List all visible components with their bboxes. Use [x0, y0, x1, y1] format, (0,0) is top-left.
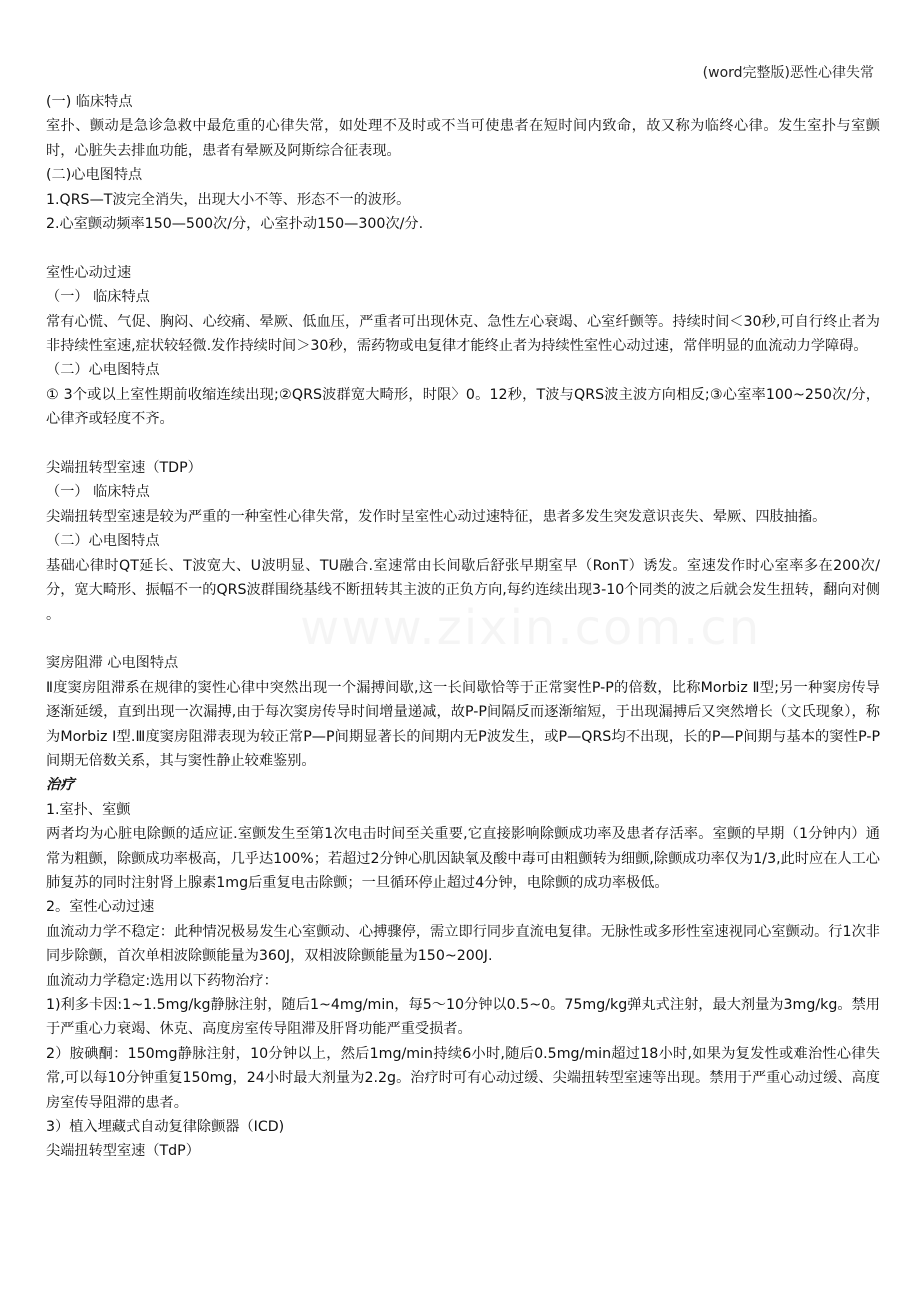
- paragraph: 血流动力学稳定:选用以下药物治疗：: [46, 972, 278, 989]
- list-item: 2）胺碘酮：150mg静脉注射，10分钟以上，然后1mg/min持续6小时,随后0.5mg/min超过18小时,如果为复发性或难治性心律失常,可以每10分钟重复150mg，24小时最大剂量为2.2g。治疗时可有心动过缓、尖端扭转型室速等出现。禁用于严重心动过缓、高度房室传导阻滞的患者。: [46, 1045, 880, 1111]
- list-item: 1.室扑、室颤: [46, 801, 131, 818]
- section-heading: (二)心电图特点: [46, 167, 143, 184]
- topic-title: 窦房阻滞 心电图特点: [46, 655, 179, 672]
- list-item: 1.QRS—T波完全消失，出现大小不等、形态不一的波形。: [46, 191, 411, 208]
- list-item: 2.心室颤动频率150—500次/分，心室扑动150—300次/分.: [46, 216, 424, 233]
- paragraph: 常有心慌、气促、胸闷、心绞痛、晕厥、低血压，严重者可出现休克、急性左心衰竭、心室纤颤等。持续时间＜30秒,可自行终止者为非持续性室速,症状较轻微.发作持续时间＞30秒，需药物或电复律才能终止者为持续性室性心动过速，常伴明显的血流动力学障碍。: [46, 313, 880, 355]
- section-heading: （二）心电图特点: [46, 533, 160, 550]
- list-item: 1)利多卡因:1~1.5mg/kg静脉注射，随后1~4mg/min，每5～10分钟以0.5~0。75mg/kg弹丸式注射，最大剂量为3mg/kg。禁用于严重心力衰竭、休克、高度房室传导阻滞及肝肾功能严重受损者。: [46, 996, 880, 1038]
- paragraph: 室扑、颤动是急诊急救中最危重的心律失常，如处理不及时或不当可使患者在短时间内致命，故又称为临终心律。发生室扑与室颤时，心脏失去排血功能，患者有晕厥及阿斯综合征表现。: [46, 118, 880, 159]
- paragraph: 尖端扭转型室速是较为严重的一种室性心律失常，发作时呈室性心动过速特征，患者多发生突发意识丧失、晕厥、四肢抽搐。: [46, 508, 827, 525]
- treatment-heading: 治疗: [46, 777, 75, 794]
- section-heading: （一） 临床特点: [46, 289, 150, 306]
- list-item: 3）植入埋藏式自动复律除颤器（ICD): [46, 1119, 285, 1136]
- paragraph: 两者均为心脏电除颤的适应证.室颤发生至第1次电击时间至关重要,它直接影响除颤成功率及患者存活率。室颤的早期（1分钟内）通常为粗颤，除颤成功率极高，几乎达100%；若超过2分钟心肌因缺氧及酸中毒可由粗颤转为细颤,除颤成功率仅为1/3,此时应在人工心肺复苏的同时注射肾上腺素1mg后重复电击除颤；一旦循环停止超过4分钟，电除颤的成功率极低。: [46, 826, 880, 891]
- topic-title: 尖端扭转型室速（TdP）: [46, 1143, 200, 1160]
- document-body: [46, 90, 880, 1164]
- topic-title: 尖端扭转型室速（TDP）: [46, 460, 202, 477]
- list-item: 2。室性心动过速: [46, 899, 155, 916]
- topic-title: 室性心动过速: [46, 264, 132, 281]
- paragraph: 血流动力学不稳定：此种情况极易发生心室颤动、心搏骤停，需立即行同步直流电复律。无脉性或多形性室速视同心室颤动。行1次非同步除颤，首次单相波除颤能量为360J，双相波除颤能量为150~200J.: [46, 923, 880, 965]
- page-header-title: (word完整版)恶性心律失常: [702, 65, 874, 81]
- paragraph: 基础心律时QT延长、T波宽大、U波明显、TU融合.室速常由长间歇后舒张早期室早（RonT）诱发。室速发作时心室率多在200次/分，宽大畸形、振幅不一的QRS波群围绕基线不断扭转其主波的正负方向,每约连续出现3-10个同类的波之后就会发生扭转，翻向对侧 。: [46, 557, 880, 623]
- paragraph: ① 3个或以上室性期前收缩连续出现;②QRS波群宽大畸形，时限〉0。12秒，T波与QRS波主波方向相反;③心室率100~250次/分，心律齐或轻度不齐。: [46, 386, 880, 428]
- paragraph: Ⅱ度窦房阻滞系在规律的窦性心律中突然出现一个漏搏间歇,这一长间歇恰等于正常窦性P-P的倍数，比称Morbiz Ⅱ型;另一种窦房传导逐渐延缓，直到出现一次漏搏,由于每次窦房传导时间增量递减，故P-P间隔反而逐渐缩短，于出现漏搏后又突然增长（文氏现象），称为Morbiz Ⅰ型.Ⅲ度窦房阻滞表现为较正常P—P间期显著长的间期内无P波发生，或P—QRS均不出现，长的P—P间期与基本的窦性P-P间期无倍数关系，其与窦性静止较难鉴别。: [46, 679, 880, 769]
- section-heading: （一） 临床特点: [46, 484, 150, 501]
- section-heading: （二）心电图特点: [46, 362, 160, 379]
- section-heading: (一) 临床特点: [46, 94, 133, 110]
